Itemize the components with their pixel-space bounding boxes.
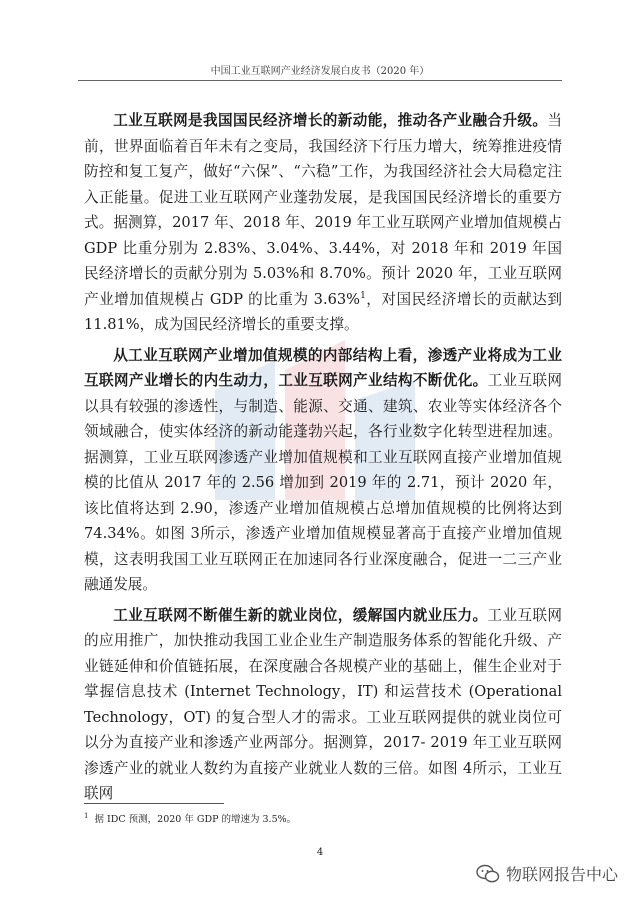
header-divider (78, 80, 562, 81)
paragraph-2-lead: 从工业互联网产业增加值规模的内部结构上看，渗透产业将成为工业互联网产业增长的内生动力，工业互联网产业结构不断优化。 (84, 346, 562, 389)
brand-label: 物联网报告中心 (505, 865, 618, 884)
footnote-divider (84, 803, 224, 804)
brand-badge (476, 862, 618, 885)
page-number: 4 (316, 847, 324, 858)
footnote-text: 据 IDC 预测，2020 年 GDP 的增速为 3.5%。 (94, 814, 297, 825)
running-header: 中国工业互联网产业经济发展白皮书（2020 年） (210, 66, 430, 77)
footnote (84, 811, 296, 825)
footnote-ref[interactable]: 1 (360, 290, 366, 301)
paragraph-1-lead: 工业互联网是我国国民经济增长的新动能，推动各产业融合升级。 (113, 112, 548, 129)
paragraph-1-text-after: ，对国民经济增长的贡献达到 11.81%，成为国民经济增长的重要支撑。 (84, 290, 562, 333)
paragraph-3 (84, 603, 562, 807)
paragraph-3-lead: 工业互联网不断催生新的就业岗位，缓解国内就业压力。 (113, 606, 488, 624)
body-text (84, 108, 562, 812)
paragraph-1 (84, 108, 562, 338)
footnote-mark: 1 (84, 811, 89, 820)
paragraph-2-text: 工业互联网以具有较强的渗透性，与制造、能源、交通、建筑、农业等实体经济各个领域融合，使实体经济的新动能蓬勃兴起，各行业数字化转型进程加速。据测算，工业互联网渗透产业增加值规模和工业互联网直接产业增加值规模的比值从 2017 年的 2.56 增加到 2019 年的 2.71，预计 2020 年，该比值将达到 2.90，渗透产业增加值规模占总增加值规模的比例将达到 74.34%。如图 3所示，渗透产业增加值规模显著高于直接产业增加值规模，这表明我国工业互联网正在加速同各行业深度融合，促进一二三产业融通发展。 (84, 372, 562, 593)
paragraph-2 (84, 343, 562, 598)
paragraph-3-text: 工业互联网的应用推广，加快推动我国工业企业生产制造服务体系的智能化升级、产业链延伸和价值链拓展，在深度融合各规模产业的基础上，催生企业对于掌握信息技术 (Internet Technology，IT) 和运营技术 (Operational Technology，OT) 的复合型人才的需求。工业互联网提供的就业岗位可以分为直接产业和渗透产业两部分。据测算，2017- 2019 年工业互联网渗透产业的就业人数约为直接产业就业人数的三倍。如图 4所示，工业互联网 (84, 606, 562, 802)
wechat-icon (476, 864, 500, 884)
paragraph-1-text: 当前，世界面临着百年未有之变局，我国经济下行压力增大，统筹推进疫情防控和复工复产，做好“六保”、“六稳”工作，为我国经济社会大局稳定注入正能量。促进工业互联网产业蓬勃发展，是我国国民经济增长的重要方式。据测算，2017 年、2018 年、2019 年工业互联网产业增加值规模占 GDP 比重分别为 2.83%、3.04%、3.44%，对 2018 年和 2019 年国民经济增长的贡献分别为 5.03%和 8.70%。预计 2020 年，工业互联网产业增加值规模占 GDP 的比重为 3.63% (84, 112, 562, 308)
